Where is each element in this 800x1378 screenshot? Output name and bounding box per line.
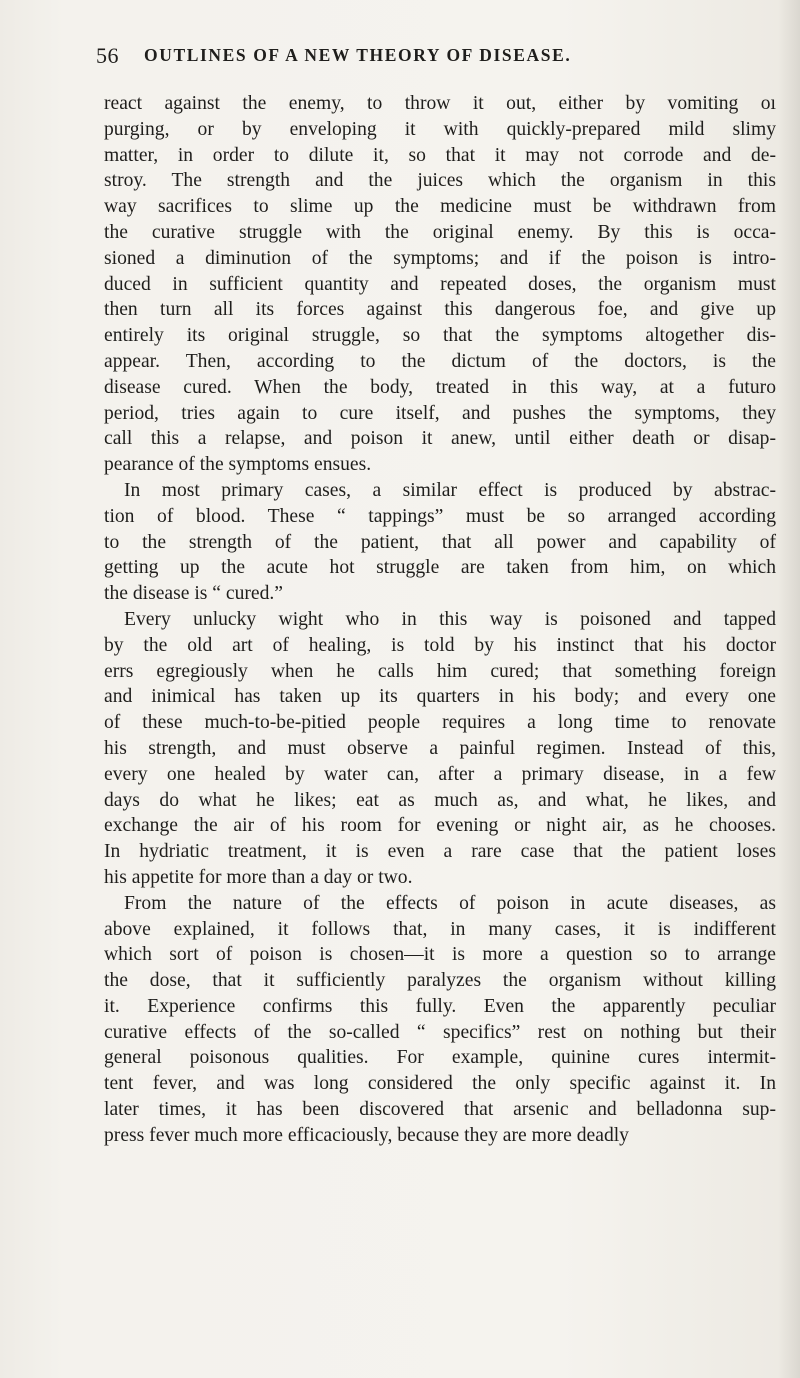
text-line: to the strength of the patient, that all power and capability of <box>104 531 776 553</box>
text-line: press fever much more efficaciously, because they are more deadly <box>104 1124 629 1146</box>
paragraph <box>104 478 776 607</box>
body-text <box>104 91 776 1149</box>
text-line: getting up the acute hot struggle are taken from him, on which <box>104 557 776 579</box>
text-line: appear. Then, according to the dictum of the doctors, is the <box>104 350 776 372</box>
paragraph <box>104 607 776 891</box>
text-line: of these much-to-be-pitied people requires a long time to renovate <box>104 712 776 734</box>
text-line: the disease is “ cured.” <box>104 583 283 605</box>
paragraph <box>104 91 776 478</box>
text-line: disease cured. When the body, treated in this way, at a futuro <box>104 376 776 398</box>
text-line: tent fever, and was long considered the only specific against it. In <box>104 1073 776 1095</box>
text-line: and inimical has taken up its quarters in his body; and every one <box>104 686 776 708</box>
text-line: period, tries again to cure itself, and pushes the symptoms, they <box>104 402 776 424</box>
text-line: In most primary cases, a similar effect is produced by abstrac- <box>124 479 776 501</box>
page-edge-shadow <box>778 0 800 1378</box>
text-line: Every unlucky wight who in this way is poisoned and tapped <box>124 608 776 630</box>
text-line: it. Experience confirms this fully. Even the apparently peculiar <box>104 995 776 1017</box>
text-line: react against the enemy, to throw it out, either by vomiting oı <box>104 93 776 114</box>
text-line: exchange the air of his room for evening or night air, as he chooses. <box>104 815 776 837</box>
text-line: entirely its original struggle, so that the symptoms altogether dis- <box>104 325 776 347</box>
text-line: stroy. The strength and the juices which the organism in this <box>104 170 776 192</box>
text-line: later times, it has been discovered that arsenic and belladonna sup- <box>104 1099 776 1121</box>
text-line: pearance of the symptoms ensues. <box>104 454 372 476</box>
text-line: matter, in order to dilute it, so that it may not corrode and de- <box>104 144 776 166</box>
text-line: by the old art of healing, is told by his instinct that his doctor <box>104 634 776 656</box>
text-line: In hydriatic treatment, it is even a rare case that the patient loses <box>104 841 776 863</box>
text-line: the dose, that it sufficiently paralyzes the organism without killing <box>104 970 776 992</box>
text-line: call this a relapse, and poison it anew, until either death or disap- <box>104 428 776 450</box>
text-line: tion of blood. These “ tappings” must be so arranged according <box>104 505 776 527</box>
text-line: the curative struggle with the original enemy. By this is occa- <box>104 221 776 243</box>
text-line: From the nature of the effects of poison in acute diseases, as <box>124 892 776 914</box>
running-head: OUTLINES OF A NEW THEORY OF DISEASE. <box>144 45 572 65</box>
text-line: curative effects of the so-called “ specifics” rest on nothing but their <box>104 1021 776 1043</box>
text-line: his appetite for more than a day or two. <box>104 866 413 888</box>
text-line: purging, or by enveloping it with quickly-prepared mild slimy <box>104 118 776 140</box>
text-line: sioned a diminution of the symptoms; and if the poison is intro- <box>104 247 776 269</box>
text-line: errs egregiously when he calls him cured; that something foreign <box>104 660 776 682</box>
text-line: above explained, it follows that, in many cases, it is indifferent <box>104 918 776 940</box>
text-line: which sort of poison is chosen—it is more a question so to arrange <box>104 944 776 966</box>
text-line: way sacrifices to slime up the medicine must be withdrawn from <box>104 196 776 218</box>
text-line: then turn all its forces against this dangerous foe, and give up <box>104 299 776 321</box>
page-number: 56 <box>96 43 119 68</box>
text-line: every one healed by water can, after a primary disease, in a few <box>104 763 776 785</box>
text-line: his strength, and must observe a painful regimen. Instead of this, <box>104 737 776 759</box>
paragraph <box>104 891 776 1149</box>
text-line: general poisonous qualities. For example, quinine cures intermit- <box>104 1047 776 1069</box>
text-line: duced in sufficient quantity and repeated doses, the organism must <box>104 273 776 295</box>
text-line: days do what he likes; eat as much as, and what, he likes, and <box>104 789 776 811</box>
page-header <box>96 43 716 69</box>
